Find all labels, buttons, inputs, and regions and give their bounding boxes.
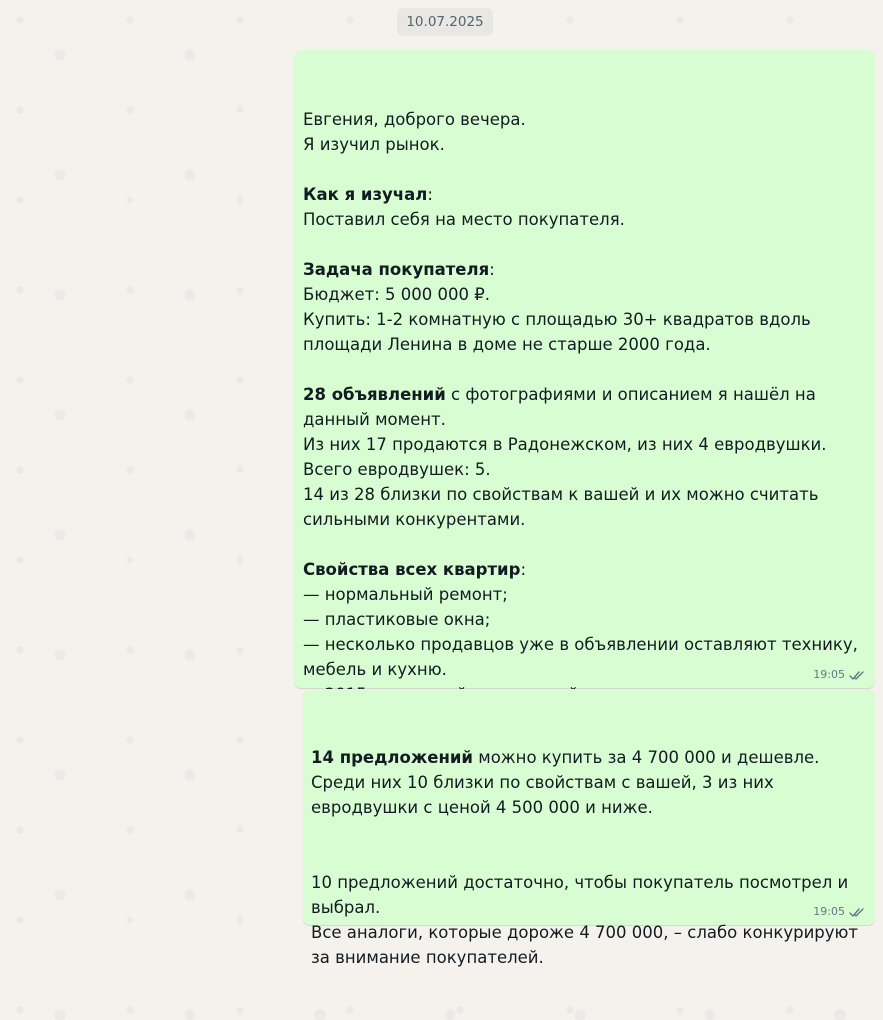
- message-time: 19:05: [813, 905, 845, 918]
- line-text: Евгения, доброго вечера.: [303, 110, 526, 129]
- line-text: — несколько продавцов уже в объявлении оставляют технику,: [303, 635, 858, 654]
- line-text: можно купить за 4 700 000 и дешевле.: [473, 748, 820, 767]
- line-text: — пластиковые окна;: [303, 610, 491, 629]
- line-text: сильными конкурентами.: [303, 510, 526, 529]
- message-line: [303, 157, 867, 182]
- bold-text: Свойства всех квартир: [303, 560, 521, 579]
- message-line: [303, 557, 867, 582]
- message-line: [303, 457, 867, 482]
- line-text: :: [520, 560, 526, 579]
- bold-text: 14 предложений: [311, 748, 473, 767]
- message-line: [311, 845, 867, 870]
- message-line: [303, 432, 867, 457]
- message-line: [303, 357, 867, 382]
- double-check-icon: [849, 670, 865, 681]
- message-line: [311, 895, 867, 920]
- message-line: [303, 332, 867, 357]
- message-line: [303, 307, 867, 332]
- line-text: мебель и кухню.: [303, 660, 447, 679]
- line-text: 10 предложений достаточно, чтобы покупатель посмотрел и: [311, 873, 849, 892]
- message-text: [303, 107, 867, 732]
- line-text: Всего евродвушек: 5.: [303, 460, 491, 479]
- line-text: за внимание покупателей.: [311, 948, 544, 967]
- bold-text: 28 объявлений: [303, 385, 446, 404]
- bold-text: Как я изучал: [303, 185, 428, 204]
- line-text: с фотографиями и описанием я нашёл на: [445, 385, 816, 404]
- line-text: данный момент.: [303, 410, 446, 429]
- message-line: [303, 107, 867, 132]
- message-line: [303, 507, 867, 532]
- line-text: Из них 17 продаются в Радонежском, из них 4 евродвушки.: [303, 435, 827, 454]
- line-text: 14 из 28 близки по свойствам к вашей и их можно считать: [303, 485, 819, 504]
- message-line: [303, 382, 867, 407]
- message-line: [303, 232, 867, 257]
- line-text: Бюджет: 5 000 000 ₽.: [303, 285, 491, 304]
- message-meta: [813, 905, 865, 919]
- message-line: [303, 257, 867, 282]
- message-line: [303, 532, 867, 557]
- double-check-icon: [849, 907, 865, 918]
- outgoing-message-bubble[interactable]: [294, 50, 875, 688]
- message-line: [303, 407, 867, 432]
- message-line: [303, 282, 867, 307]
- message-line: [311, 945, 867, 970]
- message-line: [311, 820, 867, 845]
- line-text: Среди них 10 близки по свойствам с вашей, 3 из них: [311, 773, 774, 792]
- bold-text: Задача покупателя: [303, 260, 490, 279]
- line-text: евродвушки с ценой 4 500 000 и ниже.: [311, 798, 653, 817]
- line-text: Поставил себя на место покупателя.: [303, 210, 625, 229]
- message-meta: [813, 668, 865, 682]
- message-line: [303, 582, 867, 607]
- message-line: [303, 182, 867, 207]
- message-line: [303, 632, 867, 657]
- message-text: [311, 745, 867, 970]
- line-text: :: [427, 185, 433, 204]
- message-time: 19:05: [813, 668, 845, 681]
- line-text: площади Ленина в доме не старше 2000 года.: [303, 335, 711, 354]
- message-line: [303, 207, 867, 232]
- outgoing-message-bubble[interactable]: [303, 689, 875, 967]
- message-line: [303, 482, 867, 507]
- line-text: Купить: 1-2 комнатную с площадью 30+ квадратов вдоль: [303, 310, 811, 329]
- line-text: Все аналоги, которые дороже 4 700 000, – слабо конкурируют: [311, 923, 859, 942]
- message-line: [311, 920, 867, 945]
- line-text: — нормальный ремонт;: [303, 585, 508, 604]
- message-line: [311, 870, 867, 895]
- line-text: :: [489, 260, 495, 279]
- message-line: [311, 770, 867, 795]
- message-line: [303, 607, 867, 632]
- line-text: Я изучил рынок.: [303, 135, 445, 154]
- message-line: [303, 657, 867, 682]
- message-line: [303, 132, 867, 157]
- date-badge: 10.07.2025: [397, 8, 493, 36]
- message-line: [311, 795, 867, 820]
- line-text: выбрал.: [311, 898, 381, 917]
- message-line: [311, 745, 867, 770]
